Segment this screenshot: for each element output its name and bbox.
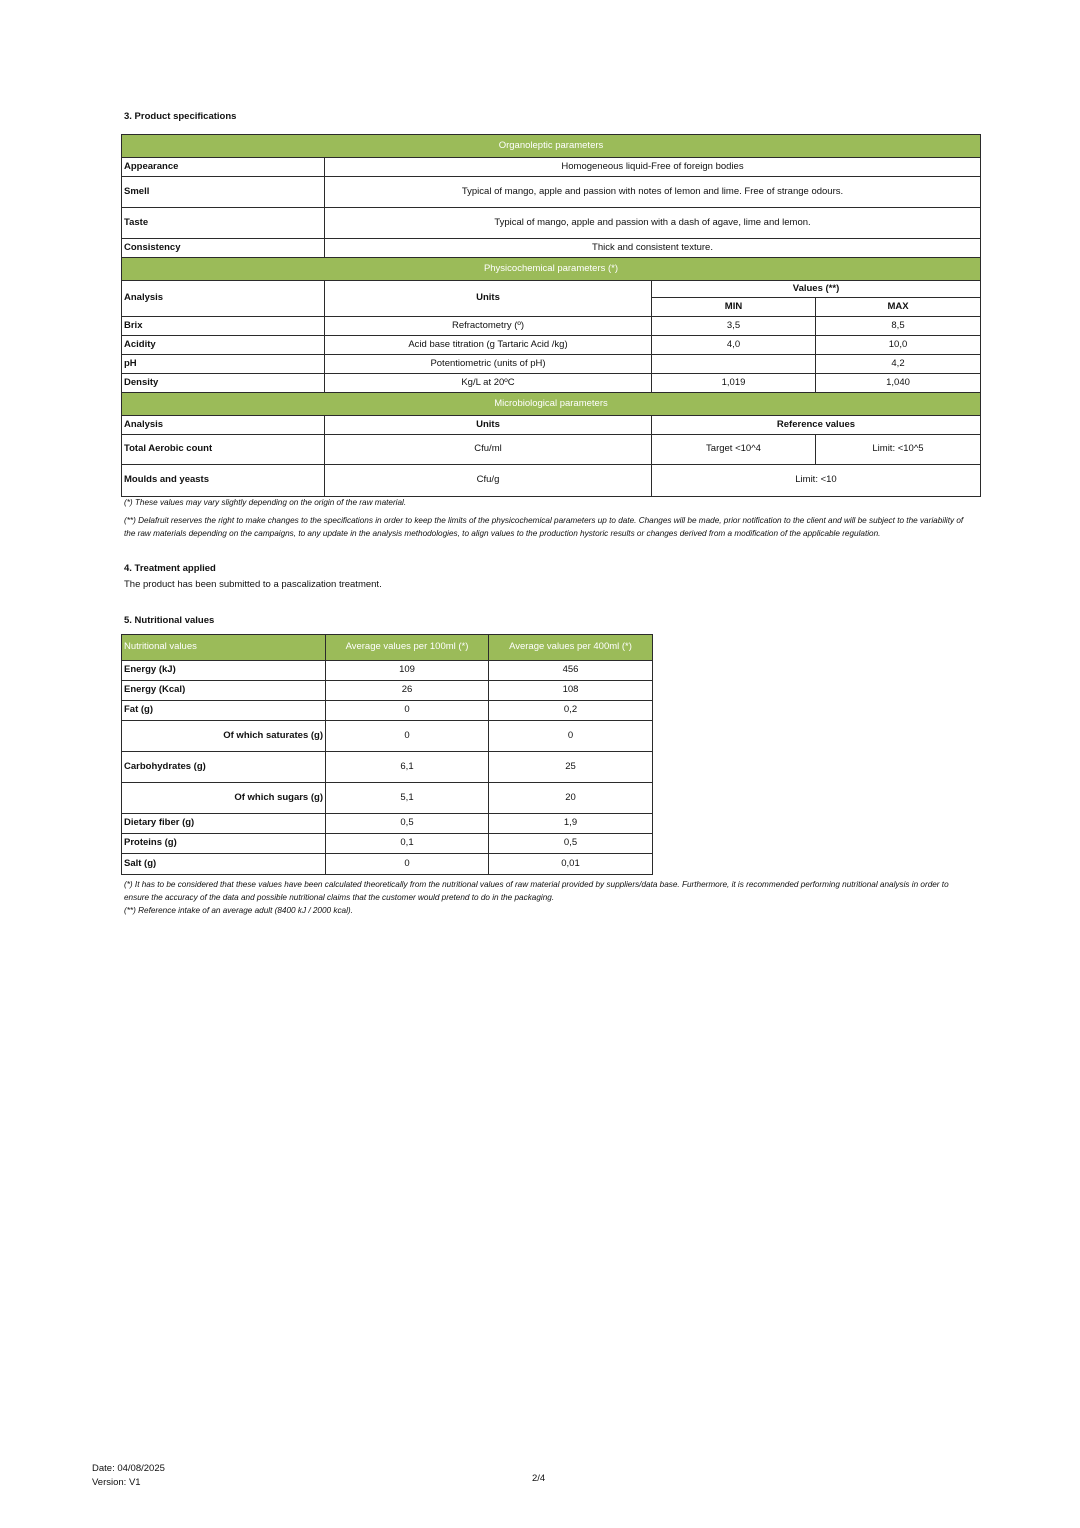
saturates-400: 0 (489, 721, 653, 752)
salt-label: Salt (g) (122, 854, 326, 875)
ph-max: 4,2 (816, 355, 981, 374)
brix-label: Brix (122, 317, 325, 336)
footer-version: Version: V1 (92, 1477, 141, 1488)
acidity-min: 4,0 (652, 336, 816, 355)
treatment-text: The product has been submitted to a pascalization treatment. (124, 579, 382, 590)
density-min: 1,019 (652, 374, 816, 393)
organoleptic-header: Organoleptic parameters (122, 135, 981, 158)
table-row (122, 752, 653, 783)
energy-kcal-label: Energy (Kcal) (122, 681, 326, 701)
aerobic-count-label: Total Aerobic count (122, 435, 325, 465)
consistency-label: Consistency (122, 239, 325, 258)
energy-kcal-100: 26 (326, 681, 489, 701)
physicochemical-units-header: Units (325, 281, 652, 317)
smell-value: Typical of mango, apple and passion with notes of lemon and lime. Free of strange odours. (325, 177, 981, 208)
appearance-label: Appearance (122, 158, 325, 177)
table-row (122, 854, 653, 875)
moulds-yeasts-units: Cfu/g (325, 465, 652, 497)
table-row (122, 721, 653, 752)
acidity-max: 10,0 (816, 336, 981, 355)
proteins-100: 0,1 (326, 834, 489, 854)
sugars-400: 20 (489, 783, 653, 814)
salt-100: 0 (326, 854, 489, 875)
energy-kj-400: 456 (489, 661, 653, 681)
taste-label: Taste (122, 208, 325, 239)
table-row (122, 465, 981, 497)
fiber-100: 0,5 (326, 814, 489, 834)
ph-units: Potentiometric (units of pH) (325, 355, 652, 374)
specifications-change-note: (**) Delafruit reserves the right to make changes to the specifications in order to keep the limits of the physicochemical parameters up to date. Changes will be made, prior notification to the client and will be subject to the variability of the raw materials depending on the campaigns, to any update in the analysis methodologies, to align values to the production hystoric results or changes derived from a modification of the applicable regulation. (124, 516, 964, 538)
smell-label: Smell (122, 177, 325, 208)
appearance-value: Homogeneous liquid-Free of foreign bodies (325, 158, 981, 177)
saturates-100: 0 (326, 721, 489, 752)
sugars-label: Of which sugars (g) (122, 783, 326, 814)
carbohydrates-400: 25 (489, 752, 653, 783)
table-row (122, 834, 653, 854)
per-100ml-header: Average values per 100ml (*) (326, 635, 489, 661)
aerobic-count-target: Target <10^4 (652, 435, 816, 465)
table-row (122, 681, 653, 701)
brix-max: 8,5 (816, 317, 981, 336)
fiber-label: Dietary fiber (g) (122, 814, 326, 834)
taste-value: Typical of mango, apple and passion with a dash of agave, lime and lemon. (325, 208, 981, 239)
footer-date: Date: 04/08/2025 (92, 1463, 165, 1474)
table-row (122, 661, 653, 681)
acidity-label: Acidity (122, 336, 325, 355)
reference-values-header: Reference values (652, 416, 981, 435)
energy-kcal-400: 108 (489, 681, 653, 701)
section-4-title: 4. Treatment applied (124, 563, 216, 574)
physicochemical-note: (*) These values may vary slightly depending on the origin of the raw material. (124, 498, 407, 507)
moulds-yeasts-label: Moulds and yeasts (122, 465, 325, 497)
microbiological-analysis-header: Analysis (122, 416, 325, 435)
salt-400: 0,01 (489, 854, 653, 875)
product-specifications-table (121, 134, 981, 497)
proteins-400: 0,5 (489, 834, 653, 854)
brix-units: Refractometry (º) (325, 317, 652, 336)
carbohydrates-label: Carbohydrates (g) (122, 752, 326, 783)
table-row (122, 783, 653, 814)
acidity-units: Acid base titration (g Tartaric Acid /kg) (325, 336, 652, 355)
microbiological-header: Microbiological parameters (122, 393, 981, 416)
nutritional-values-table (121, 634, 653, 875)
brix-min: 3,5 (652, 317, 816, 336)
values-header: Values (**) (652, 281, 981, 298)
table-row (122, 435, 981, 465)
fiber-400: 1,9 (489, 814, 653, 834)
nutritional-calculation-note: (*) It has to be considered that these values have been calculated theoretically from the nutritional values of raw material provided by suppliers/data base. Furthermore, it is recommended performing nutritional analysis in order to ensure the accuracy of the data and possible nutritional claims that the customer would pretend to do in the packaging. (124, 880, 949, 902)
table-row (122, 701, 653, 721)
aerobic-count-units: Cfu/ml (325, 435, 652, 465)
section-5-title: 5. Nutritional values (124, 615, 215, 626)
energy-kj-100: 109 (326, 661, 489, 681)
density-max: 1,040 (816, 374, 981, 393)
table-row (122, 355, 981, 374)
saturates-label: Of which saturates (g) (122, 721, 326, 752)
density-units: Kg/L at 20ºC (325, 374, 652, 393)
max-header: MAX (816, 298, 981, 317)
section-3-title: 3. Product specifications (124, 111, 237, 122)
ph-label: pH (122, 355, 325, 374)
sugars-100: 5,1 (326, 783, 489, 814)
fat-label: Fat (g) (122, 701, 326, 721)
moulds-yeasts-limit: Limit: <10 (652, 465, 981, 497)
consistency-value: Thick and consistent texture. (325, 239, 981, 258)
nutritional-label-header: Nutritional values (122, 635, 326, 661)
table-row (122, 317, 981, 336)
density-label: Density (122, 374, 325, 393)
fat-100: 0 (326, 701, 489, 721)
aerobic-count-limit: Limit: <10^5 (816, 435, 981, 465)
table-row (122, 374, 981, 393)
page-number: 2/4 (532, 1473, 546, 1484)
energy-kj-label: Energy (kJ) (122, 661, 326, 681)
table-row (122, 336, 981, 355)
min-header: MIN (652, 298, 816, 317)
physicochemical-analysis-header: Analysis (122, 281, 325, 317)
per-400ml-header: Average values per 400ml (*) (489, 635, 653, 661)
proteins-label: Proteins (g) (122, 834, 326, 854)
reference-intake-note: (**) Reference intake of an average adult (8400 kJ / 2000 kcal). (124, 906, 353, 915)
fat-400: 0,2 (489, 701, 653, 721)
carbohydrates-100: 6,1 (326, 752, 489, 783)
physicochemical-header: Physicochemical parameters (*) (122, 258, 981, 281)
microbiological-units-header: Units (325, 416, 652, 435)
ph-min (652, 355, 816, 374)
table-row (122, 814, 653, 834)
